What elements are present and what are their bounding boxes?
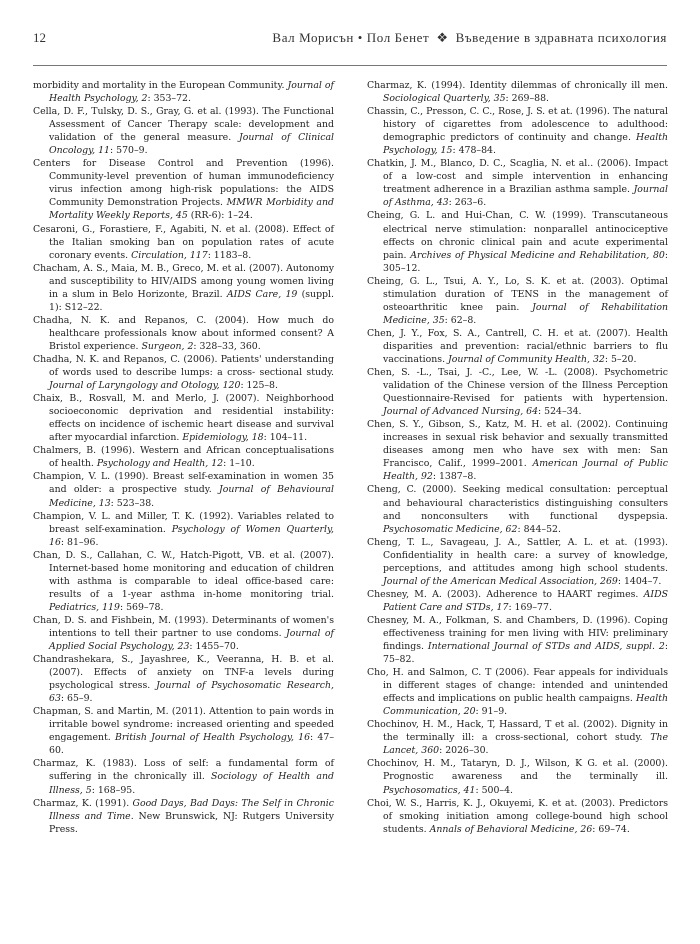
reference-entry	[33, 157, 334, 222]
reference-venue: Health Communication, 20	[383, 693, 668, 718]
reference-venue: Psychology of Women Quarterly, 16	[49, 523, 334, 548]
reference-text: Cesaroni, G., Forastiere, F., Agabiti, N. et al. (2008). Effect of the Italian smoking ban on population rates of acute coronary events.	[33, 223, 334, 261]
reference-text: Centers for Disease Control and Prevention (1996). Community-level prevention of human immunodeficiency virus infection among high-risk populations: the AIDS Community Demonstration Projects.	[33, 158, 334, 209]
reference-text: Chen, S. -L., Tsai, J. -C., Lee, W. -L. (2008). Psychometric validation of the Chinese version of the Illness Perception Questionnaire-Revised for patients with hypertension.	[367, 367, 668, 405]
reference-entry	[367, 718, 668, 757]
reference-text: Chochinov, H. M., Tataryn, D. J., Wilson, K G. et al. (2000). Prognostic awareness and the terminally ill.	[367, 758, 668, 783]
reference-entry	[367, 105, 668, 157]
reference-venue: Sociological Quarterly, 35	[383, 93, 506, 105]
reference-pages: : 478–84.	[452, 145, 496, 157]
reference-entry	[367, 614, 668, 666]
reference-text: Cheing, G. L., Tsui, A. Y., Lo, S. K. et at. (2003). Optimal stimulation duration of TENS in the management of osteoarthritic knee pain.	[367, 275, 668, 313]
reference-venue: American Journal of Public Health, 92	[383, 458, 668, 483]
reference-pages: : 523–38.	[110, 497, 155, 509]
reference-venue: Sociology of Health and Illness, 5	[49, 771, 335, 796]
reference-text: Chesney, M. A., Folkman, S. and Chambers, D. (1996). Coping effectiveness training for men living with HIV: preliminary findings.	[367, 614, 668, 653]
reference-entry	[367, 157, 668, 209]
reference-pages: : 5–20.	[604, 353, 637, 365]
reference-text: Chaix, B., Rosvall, M. and Merlo, J. (2007). Neighborhood socioeconomic deprivation and residential instability: effects on incidence of ischemic heart disease and survival after myocardial infarction.	[33, 393, 334, 444]
reference-text: Charmaz, K. (1983). Loss of self: a fundamental form of suffering in the chronically ill.	[33, 758, 334, 783]
reference-text: Charmaz, K. (1991).	[33, 797, 133, 809]
reference-text: morbidity and mortality in the European Community.	[33, 80, 288, 91]
reference-text: Cella, D. F., Tulsky, D. S., Gray, G. et al. (1993). The Functional Assessment of Cancer Therapy scale: development and validation of the general measure.	[33, 106, 334, 144]
reference-entry	[367, 797, 668, 836]
reference-pages: (RR-6): 1–24.	[187, 210, 253, 222]
reference-pages: : 104–11.	[263, 432, 308, 444]
reference-entry	[33, 314, 334, 353]
reference-entry	[367, 209, 668, 274]
reference-venue: MMWR Morbidity and Mortality Weekly Reports, 45	[49, 197, 334, 222]
reference-entry	[33, 757, 334, 796]
reference-venue: Journal of Advanced Nursing, 64	[383, 406, 539, 418]
reference-text: Charmaz, K. (1994). Identity dilemmas of chronically ill men.	[367, 80, 668, 91]
reference-pages: : 263–6.	[448, 197, 487, 209]
reference-pages: : 47–60.	[49, 732, 334, 757]
reference-venue: Epidemiology, 18	[182, 432, 264, 444]
left-reference-column	[33, 79, 334, 836]
reference-venue: International Journal of STDs and AIDS, suppl. 2	[427, 641, 665, 653]
reference-text: Cheng, C. (2000). Seeking medical consultation: perceptual and behavioural characteristics distinguishing consulters and nonconsulters with functional dyspepsia.	[367, 484, 668, 522]
reference-text: Chalmers, B. (1996). Western and African conceptualisations of health.	[33, 445, 334, 470]
reference-pages: : 2026–30.	[439, 745, 489, 757]
reference-venue: Journal of Applied Social Psychology, 23	[49, 627, 334, 653]
reference-text: Champion, V. L. (1990). Breast self-examination in women 35 and older: a prospective study.	[33, 471, 334, 496]
reference-entry	[33, 353, 334, 392]
reference-venue: Journal of Laryngology and Otology, 120	[49, 380, 241, 392]
reference-venue: Surgeon, 2	[141, 340, 194, 352]
reference-pages: : 91–9.	[475, 706, 508, 718]
reference-pages: . New Brunswick, NJ: Rutgers University Press.	[49, 810, 334, 835]
reference-pages: : 1404–7.	[617, 575, 662, 587]
reference-venue: Journal of Health Psychology, 2	[49, 80, 334, 105]
reference-venue: Journal of Psychosomatic Research, 63	[49, 680, 334, 705]
reference-text: Chesney, M. A. (2003). Adherence to HAART regimes.	[367, 588, 644, 600]
reference-text: Chen, J. Y., Fox, S. A., Cantrell, C. H. et at. (2007). Health disparities and prevention: racial/ethnic barriers to flu vaccinations.	[367, 327, 668, 365]
reference-pages: : 569–78.	[119, 601, 164, 613]
reference-pages: : 1455–70.	[189, 641, 239, 653]
reference-pages: (suppl. 1): S12–22.	[49, 288, 334, 313]
reference-entry	[367, 483, 668, 535]
reference-pages: : 353–72.	[147, 93, 191, 105]
reference-pages: : 65–9.	[60, 693, 93, 705]
reference-venue: Journal of Asthma, 43	[383, 184, 668, 209]
reference-text: Choi, W. S., Harris, K. J., Okuyemi, K. et at. (2003). Predictors of smoking initiation among college-bound high school students.	[367, 797, 668, 835]
reference-entry	[33, 79, 334, 105]
reference-entry	[367, 327, 668, 366]
reference-text: Cheng, T. L., Savageau, J. A., Sattler, A. L. et at. (1993). Confidentiality in health care: a survey of knowledge, perceptions, and attitudes among high school students.	[367, 536, 668, 574]
reference-entry	[33, 470, 334, 509]
reference-venue: Psychosomatics, 41	[383, 784, 476, 796]
reference-venue: Good Days, Bad Days: The Self in Chronic Illness and Time	[49, 797, 334, 822]
reference-venue: Journal of Rehabilitation Medicine, 35	[383, 301, 668, 326]
reference-text: Chapman, S. and Martin, M. (2011). Attention to pain words in irritable bowel syndrome: increased orienting and speeded engagement.	[33, 706, 334, 744]
header-book-title: Въведение в здравната психология	[455, 30, 667, 45]
reference-venue: Archives of Physical Medicine and Rehabilitation, 80	[410, 249, 665, 261]
reference-text: Cho, H. and Salmon, C. T (2006). Fear appeals for individuals in different stages of change: intended and unintended effects and implications on public health campaigns.	[367, 667, 668, 705]
reference-pages: : 62–8.	[444, 314, 477, 326]
reference-text: Chacham, A. S., Maia, M. B., Greco, M. et al. (2007). Autonomy and susceptibility to HIV/AIDS among young women living in a slum in Belo Horizonte, Brazil.	[33, 262, 334, 300]
reference-entry	[33, 797, 334, 836]
reference-text: Champion, V. L. and Miller, T. K. (1992). Variables related to breast self-examination.	[33, 510, 334, 535]
reference-text: Chochinov, H. M., Hack, T, Hassard, T et al. (2002). Dignity in the terminally ill: a cross-sectional, cohort study.	[367, 719, 668, 744]
reference-entry	[367, 666, 668, 718]
header-authors: Вал Морисън • Пол Бенет	[272, 30, 430, 45]
reference-entry	[33, 705, 334, 757]
reference-pages: : 500–4.	[475, 784, 513, 796]
reference-entry	[367, 757, 668, 796]
reference-entry	[367, 366, 668, 418]
reference-pages: : 69–74.	[592, 823, 630, 835]
reference-entry	[33, 549, 334, 614]
reference-text: Chadha, N. K. and Repanos, C. (2006). Patients' understanding of words used to describe lumps: a cross- sectional study.	[33, 353, 334, 379]
reference-pages: : 305–12.	[383, 249, 668, 274]
reference-venue: Journal of Clinical Oncology, 11	[49, 132, 335, 157]
reference-venue: Psychology and Health, 12	[96, 458, 224, 470]
fleuron-icon: ❖	[436, 30, 449, 45]
reference-entry	[33, 392, 334, 444]
page-number: 12	[33, 30, 46, 45]
reference-text: Chadha, N. K. and Repanos, C. (2004). How much do healthcare professionals know about informed consent? A Bristol experience.	[33, 314, 334, 352]
reference-pages: : 168–95.	[91, 784, 136, 796]
reference-pages: : 81–96.	[60, 536, 99, 548]
reference-entry	[367, 275, 668, 327]
reference-venue: The Lancet, 360	[383, 732, 668, 757]
reference-text: Chandrashekara, S., Jayashree, K., Veeranna, H. B. et al. (2007). Effects of anxiety on TNF-a levels during psychological stress.	[33, 654, 334, 692]
reference-venue: Circulation, 117	[131, 249, 208, 261]
header-rule	[33, 65, 667, 66]
reference-pages: : 269–88.	[505, 93, 550, 105]
reference-entry	[367, 536, 668, 588]
right-reference-column	[367, 79, 668, 836]
reference-entry	[33, 105, 334, 157]
reference-text: Chen, S. Y., Gibson, S., Katz, M. H. et al. (2002). Continuing increases in sexual risk behavior and sexually transmitted diseases among men who have sex with men: San Francisco, Calif., 1999–2001.	[367, 419, 668, 470]
reference-entry	[367, 588, 668, 614]
reference-text: Chan, D. S. and Fishbein, M. (1993). Determinants of women's intentions to tell their partner to use condoms.	[33, 614, 334, 639]
reference-pages: : 570–9.	[110, 145, 148, 157]
reference-pages: : 75–82.	[383, 641, 668, 666]
reference-entry	[33, 653, 334, 705]
reference-venue: AIDS Care, 19	[226, 288, 298, 300]
reference-pages: : 844–52.	[517, 523, 561, 535]
reference-entry	[33, 510, 334, 549]
reference-text: Cheing, G. L. and Hui-Chan, C. W. (1999). Transcutaneous electrical nerve stimulation: nonparallel antinociceptive effects on chronic clinical pain and acute experimental pain.	[367, 210, 668, 261]
page-header	[33, 30, 667, 50]
reference-pages: : 1183–8.	[207, 249, 252, 261]
reference-entry	[33, 262, 334, 314]
reference-venue: Journal of Community Health, 32	[448, 353, 605, 365]
reference-venue: Journal of Behavioural Medicine, 13	[49, 484, 334, 509]
reference-pages: : 125–8.	[240, 380, 278, 392]
reference-venue: Journal of the American Medical Association, 269	[383, 575, 618, 587]
reference-venue: British Journal of Health Psychology, 16	[114, 732, 311, 744]
reference-pages: : 169–77.	[508, 601, 552, 613]
running-head	[272, 30, 667, 46]
reference-pages: : 328–33, 360.	[193, 340, 261, 352]
reference-text: Chassin, C., Presson, C. C., Rose, J. S. et at. (1996). The natural history of cigarettes from adolescence to adulthood: demographic predictors of continuity and change.	[367, 106, 668, 144]
reference-entry	[367, 418, 668, 483]
reference-venue: Health Psychology, 15	[383, 132, 668, 157]
reference-text: Chatkin, J. M., Blanco, D. C., Scaglia, N. et al.. (2006). Impact of a low-cost and simple intervention in enhancing treatment adherence in a Brazilian asthma sample.	[367, 158, 668, 196]
reference-pages: : 524–34.	[538, 406, 582, 418]
reference-venue: Annals of Behavioral Medicine, 26	[429, 823, 593, 835]
reference-venue: Psychosomatic Medicine, 62	[383, 523, 518, 535]
reference-entry	[367, 79, 668, 105]
reference-venue: Pediatrics, 119	[49, 601, 120, 613]
reference-pages: : 1387–8.	[432, 471, 477, 483]
reference-entry	[33, 444, 334, 470]
reference-venue: AIDS Patient Care and STDs, 17	[383, 588, 668, 613]
reference-pages: : 1–10.	[223, 458, 255, 470]
reference-entry	[33, 614, 334, 653]
reference-text: Chan, D. S., Callahan, C. W., Hatch-Pigott, VB. et al. (2007). Internet-based home monitoring and education of children with asthma is comparable to ideal office-based care: results of a 1-year asthma in-home monitoring trial.	[33, 549, 334, 600]
reference-entry	[33, 223, 334, 262]
